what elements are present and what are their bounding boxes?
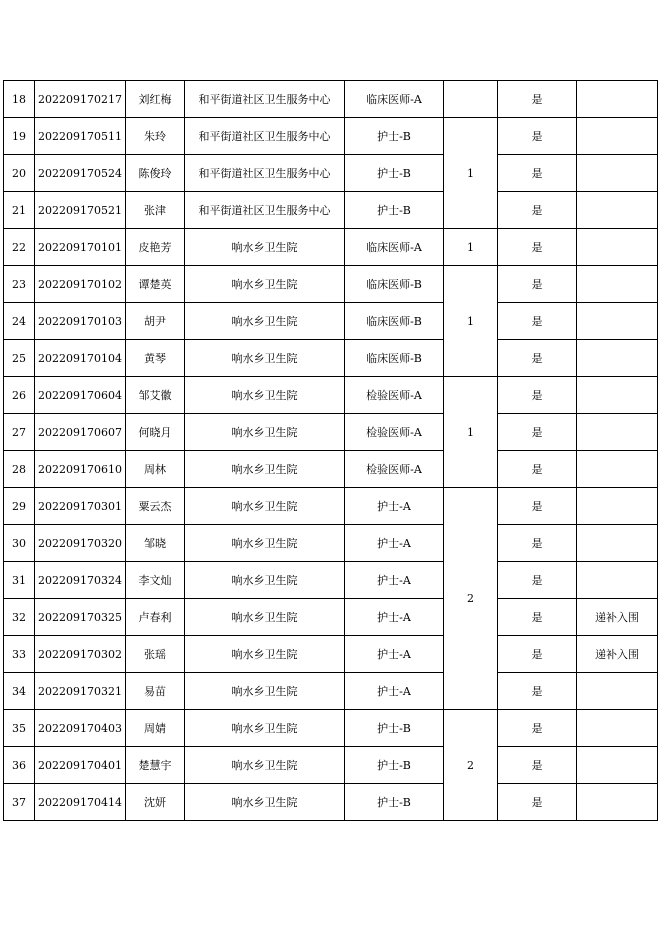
position-cell: 护士-B — [345, 710, 444, 747]
candidate-name-cell: 朱玲 — [126, 118, 185, 155]
row-number-cell: 30 — [4, 525, 35, 562]
passed-cell: 是 — [498, 155, 577, 192]
quota-cell — [444, 81, 498, 118]
table-row — [4, 525, 658, 562]
position-cell: 临床医师-B — [345, 303, 444, 340]
quota-cell: 2 — [444, 710, 498, 821]
position-cell: 护士-B — [345, 784, 444, 821]
exam-id-cell: 202209170604 — [35, 377, 126, 414]
quota-cell: 1 — [444, 118, 498, 229]
table-row — [4, 155, 658, 192]
passed-cell: 是 — [498, 451, 577, 488]
candidate-name-cell: 易苗 — [126, 673, 185, 710]
candidate-name-cell: 谭楚英 — [126, 266, 185, 303]
candidate-name-cell: 李文灿 — [126, 562, 185, 599]
remark-cell — [577, 303, 658, 340]
position-cell: 护士-A — [345, 525, 444, 562]
remark-cell — [577, 192, 658, 229]
table-row — [4, 673, 658, 710]
row-number-cell: 19 — [4, 118, 35, 155]
exam-id-cell: 202209170511 — [35, 118, 126, 155]
exam-id-cell: 202209170321 — [35, 673, 126, 710]
candidate-name-cell: 粟云杰 — [126, 488, 185, 525]
exam-id-cell: 202209170301 — [35, 488, 126, 525]
position-cell: 护士-A — [345, 636, 444, 673]
employer-unit-cell: 响水乡卫生院 — [185, 303, 345, 340]
position-cell: 护士-B — [345, 118, 444, 155]
table-row — [4, 451, 658, 488]
employer-unit-cell: 响水乡卫生院 — [185, 747, 345, 784]
candidate-name-cell: 皮艳芳 — [126, 229, 185, 266]
position-cell: 护士-A — [345, 562, 444, 599]
exam-id-cell: 202209170610 — [35, 451, 126, 488]
remark-cell — [577, 784, 658, 821]
passed-cell: 是 — [498, 229, 577, 266]
row-number-cell: 36 — [4, 747, 35, 784]
remark-cell — [577, 155, 658, 192]
row-number-cell: 27 — [4, 414, 35, 451]
table-row — [4, 414, 658, 451]
passed-cell: 是 — [498, 81, 577, 118]
passed-cell: 是 — [498, 488, 577, 525]
candidate-name-cell: 何晓月 — [126, 414, 185, 451]
employer-unit-cell: 响水乡卫生院 — [185, 266, 345, 303]
exam-id-cell: 202209170325 — [35, 599, 126, 636]
row-number-cell: 35 — [4, 710, 35, 747]
passed-cell: 是 — [498, 192, 577, 229]
quota-cell: 1 — [444, 266, 498, 377]
row-number-cell: 22 — [4, 229, 35, 266]
quota-cell: 1 — [444, 229, 498, 266]
table-row — [4, 229, 658, 266]
position-cell: 临床医师-B — [345, 266, 444, 303]
table-row — [4, 599, 658, 636]
employer-unit-cell: 响水乡卫生院 — [185, 340, 345, 377]
remark-cell — [577, 266, 658, 303]
exam-id-cell: 202209170324 — [35, 562, 126, 599]
table-row — [4, 81, 658, 118]
employer-unit-cell: 和平街道社区卫生服务中心 — [185, 155, 345, 192]
table-row — [4, 747, 658, 784]
employer-unit-cell: 和平街道社区卫生服务中心 — [185, 118, 345, 155]
employer-unit-cell: 响水乡卫生院 — [185, 377, 345, 414]
remark-cell — [577, 451, 658, 488]
table-row — [4, 377, 658, 414]
position-cell: 临床医师-B — [345, 340, 444, 377]
remark-cell: 递补入围 — [577, 636, 658, 673]
remark-cell — [577, 118, 658, 155]
candidate-name-cell: 邹艾徽 — [126, 377, 185, 414]
position-cell: 护士-B — [345, 155, 444, 192]
table-body — [4, 81, 658, 821]
candidate-name-cell: 刘红梅 — [126, 81, 185, 118]
passed-cell: 是 — [498, 340, 577, 377]
candidate-name-cell: 邹晓 — [126, 525, 185, 562]
row-number-cell: 18 — [4, 81, 35, 118]
employer-unit-cell: 响水乡卫生院 — [185, 525, 345, 562]
candidate-name-cell: 张瑶 — [126, 636, 185, 673]
exam-id-cell: 202209170401 — [35, 747, 126, 784]
exam-id-cell: 202209170101 — [35, 229, 126, 266]
candidate-name-cell: 楚慧宇 — [126, 747, 185, 784]
remark-cell — [577, 488, 658, 525]
exam-id-cell: 202209170302 — [35, 636, 126, 673]
exam-id-cell: 202209170217 — [35, 81, 126, 118]
position-cell: 临床医师-A — [345, 81, 444, 118]
candidate-table — [3, 80, 658, 821]
employer-unit-cell: 响水乡卫生院 — [185, 229, 345, 266]
exam-id-cell: 202209170607 — [35, 414, 126, 451]
row-number-cell: 31 — [4, 562, 35, 599]
passed-cell: 是 — [498, 599, 577, 636]
table-row — [4, 636, 658, 673]
row-number-cell: 28 — [4, 451, 35, 488]
exam-id-cell: 202209170102 — [35, 266, 126, 303]
exam-id-cell: 202209170104 — [35, 340, 126, 377]
position-cell: 护士-A — [345, 599, 444, 636]
remark-cell — [577, 340, 658, 377]
passed-cell: 是 — [498, 673, 577, 710]
table-row — [4, 118, 658, 155]
employer-unit-cell: 响水乡卫生院 — [185, 673, 345, 710]
passed-cell: 是 — [498, 525, 577, 562]
passed-cell: 是 — [498, 562, 577, 599]
passed-cell: 是 — [498, 710, 577, 747]
remark-cell — [577, 673, 658, 710]
employer-unit-cell: 响水乡卫生院 — [185, 562, 345, 599]
employer-unit-cell: 响水乡卫生院 — [185, 636, 345, 673]
employer-unit-cell: 响水乡卫生院 — [185, 784, 345, 821]
passed-cell: 是 — [498, 747, 577, 784]
row-number-cell: 32 — [4, 599, 35, 636]
passed-cell: 是 — [498, 118, 577, 155]
row-number-cell: 34 — [4, 673, 35, 710]
table-row — [4, 488, 658, 525]
candidate-name-cell: 张津 — [126, 192, 185, 229]
employer-unit-cell: 响水乡卫生院 — [185, 451, 345, 488]
remark-cell — [577, 377, 658, 414]
position-cell: 护士-A — [345, 673, 444, 710]
remark-cell — [577, 525, 658, 562]
passed-cell: 是 — [498, 784, 577, 821]
exam-id-cell: 202209170414 — [35, 784, 126, 821]
remark-cell — [577, 747, 658, 784]
candidate-name-cell: 陈俊玲 — [126, 155, 185, 192]
table-row — [4, 340, 658, 377]
employer-unit-cell: 响水乡卫生院 — [185, 414, 345, 451]
candidate-name-cell: 周林 — [126, 451, 185, 488]
exam-id-cell: 202209170320 — [35, 525, 126, 562]
remark-cell — [577, 81, 658, 118]
candidate-name-cell: 胡尹 — [126, 303, 185, 340]
exam-id-cell: 202209170103 — [35, 303, 126, 340]
position-cell: 检验医师-A — [345, 377, 444, 414]
table-row — [4, 266, 658, 303]
remark-cell: 递补入围 — [577, 599, 658, 636]
row-number-cell: 21 — [4, 192, 35, 229]
passed-cell: 是 — [498, 414, 577, 451]
employer-unit-cell: 响水乡卫生院 — [185, 599, 345, 636]
candidate-name-cell: 黄琴 — [126, 340, 185, 377]
employer-unit-cell: 和平街道社区卫生服务中心 — [185, 81, 345, 118]
row-number-cell: 37 — [4, 784, 35, 821]
passed-cell: 是 — [498, 303, 577, 340]
table-row — [4, 303, 658, 340]
candidate-name-cell: 周婧 — [126, 710, 185, 747]
row-number-cell: 26 — [4, 377, 35, 414]
remark-cell — [577, 562, 658, 599]
row-number-cell: 23 — [4, 266, 35, 303]
table-row — [4, 784, 658, 821]
table-row — [4, 192, 658, 229]
position-cell: 检验医师-A — [345, 414, 444, 451]
row-number-cell: 25 — [4, 340, 35, 377]
passed-cell: 是 — [498, 377, 577, 414]
table-row — [4, 562, 658, 599]
position-cell: 检验医师-A — [345, 451, 444, 488]
employer-unit-cell: 响水乡卫生院 — [185, 488, 345, 525]
position-cell: 护士-B — [345, 192, 444, 229]
exam-id-cell: 202209170521 — [35, 192, 126, 229]
remark-cell — [577, 710, 658, 747]
row-number-cell: 29 — [4, 488, 35, 525]
candidate-name-cell: 沈妍 — [126, 784, 185, 821]
remark-cell — [577, 229, 658, 266]
employer-unit-cell: 响水乡卫生院 — [185, 710, 345, 747]
row-number-cell: 20 — [4, 155, 35, 192]
exam-id-cell: 202209170524 — [35, 155, 126, 192]
position-cell: 护士-B — [345, 747, 444, 784]
candidate-name-cell: 卢春利 — [126, 599, 185, 636]
table-row — [4, 710, 658, 747]
quota-cell: 1 — [444, 377, 498, 488]
row-number-cell: 33 — [4, 636, 35, 673]
position-cell: 临床医师-A — [345, 229, 444, 266]
remark-cell — [577, 414, 658, 451]
exam-id-cell: 202209170403 — [35, 710, 126, 747]
passed-cell: 是 — [498, 266, 577, 303]
quota-cell: 2 — [444, 488, 498, 710]
employer-unit-cell: 和平街道社区卫生服务中心 — [185, 192, 345, 229]
row-number-cell: 24 — [4, 303, 35, 340]
passed-cell: 是 — [498, 636, 577, 673]
position-cell: 护士-A — [345, 488, 444, 525]
